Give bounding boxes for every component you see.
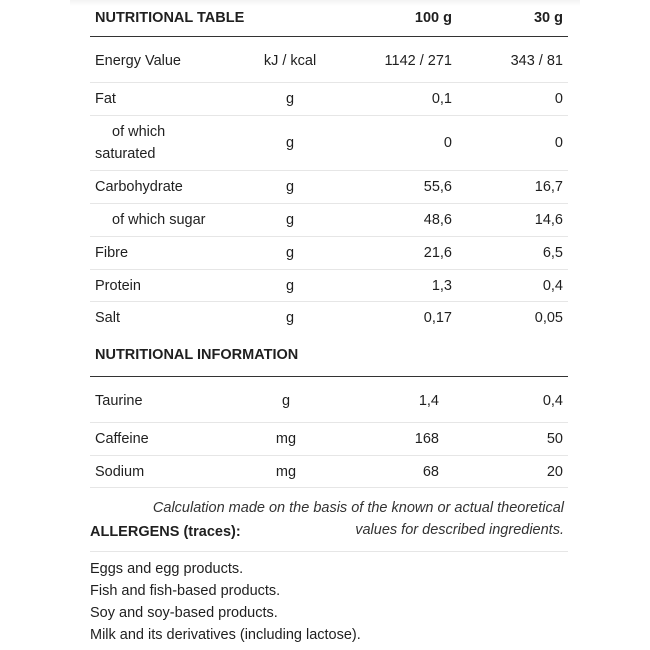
nutrition-table-header — [90, 0, 568, 37]
row-name: Fat — [95, 91, 116, 107]
row-value-30g: 0 — [554, 135, 563, 151]
row-value-100g: 1,3 — [431, 277, 452, 294]
row-name-text: of which saturated — [95, 124, 166, 162]
row-name: Fibre — [95, 245, 129, 261]
row-value-100g: 0,17 — [423, 310, 452, 326]
row-unit: g — [285, 91, 295, 107]
table-row — [90, 37, 568, 83]
table-row — [90, 116, 568, 171]
table-row — [90, 270, 568, 302]
row-name: of which sugar — [112, 212, 206, 228]
nutritional-information-header: NUTRITIONAL INFORMATION — [90, 334, 568, 377]
list-item: Fish and fish-based products. — [90, 583, 281, 599]
table-row — [90, 456, 568, 488]
note-line-1: Calculation made on the basis of the known or actual theoretical — [152, 500, 564, 516]
row-name: Caffeine — [95, 431, 149, 447]
row-name: Protein — [95, 277, 141, 294]
row-value-100g: 0,1 — [431, 91, 452, 107]
allergens-list — [90, 558, 361, 646]
table-row — [90, 302, 568, 334]
row-value-100g: 68 — [422, 463, 439, 480]
row-unit: g — [281, 392, 291, 409]
row-unit: g — [285, 179, 295, 195]
table-row — [90, 204, 568, 237]
table-row — [90, 171, 568, 204]
row-name: Carbohydrate — [95, 179, 183, 195]
calculation-note — [90, 488, 568, 552]
allergens-title: ALLERGENS (traces): — [90, 524, 241, 540]
row-value-30g: 50 — [546, 431, 563, 447]
row-unit: g — [285, 277, 295, 294]
row-value-100g: 48,6 — [423, 212, 452, 228]
row-name: Energy Value — [95, 52, 181, 69]
row-name: Salt — [95, 310, 120, 326]
row-name: Taurine — [95, 392, 143, 409]
row-name: Sodium — [95, 463, 145, 480]
row-value-100g: 0 — [443, 135, 452, 151]
note-line-2: values for described ingredients. — [355, 522, 564, 538]
row-unit: g — [285, 310, 295, 326]
row-unit: g — [285, 135, 295, 151]
row-value-30g: 0,05 — [534, 310, 563, 326]
row-value-30g: 16,7 — [534, 179, 563, 195]
row-value-30g: 0 — [554, 91, 563, 107]
row-value-100g: 1,4 — [418, 392, 439, 409]
row-value-30g: 6,5 — [542, 245, 563, 261]
row-value-30g: 0,4 — [542, 277, 563, 294]
row-value-100g: 168 — [414, 431, 439, 447]
row-unit: g — [285, 245, 295, 261]
row-value-30g: 20 — [546, 463, 563, 480]
table-row — [90, 377, 568, 423]
row-unit: mg — [275, 431, 297, 447]
nutrition-panel — [90, 0, 568, 552]
row-value-30g: 343 / 81 — [510, 52, 563, 69]
col-100g-header: 100 g — [414, 10, 452, 26]
row-unit: kJ / kcal — [263, 52, 317, 69]
list-item: Milk and its derivatives (including lactose). — [90, 627, 361, 643]
list-item: Eggs and egg products. — [90, 561, 244, 577]
table-row — [90, 423, 568, 456]
row-value-100g: 21,6 — [423, 245, 452, 261]
table-row — [90, 237, 568, 270]
row-unit: mg — [275, 463, 297, 480]
list-item: Soy and soy-based products. — [90, 605, 278, 621]
table-row — [90, 83, 568, 116]
row-value-100g: 1142 / 271 — [384, 52, 452, 69]
col-30g-header: 30 g — [533, 10, 563, 26]
table-title: NUTRITIONAL TABLE — [95, 10, 245, 26]
row-value-100g: 55,6 — [423, 179, 452, 195]
row-value-30g: 14,6 — [534, 212, 563, 228]
row-value-30g: 0,4 — [542, 392, 563, 409]
row-name — [90, 121, 250, 165]
row-unit: g — [285, 212, 295, 228]
